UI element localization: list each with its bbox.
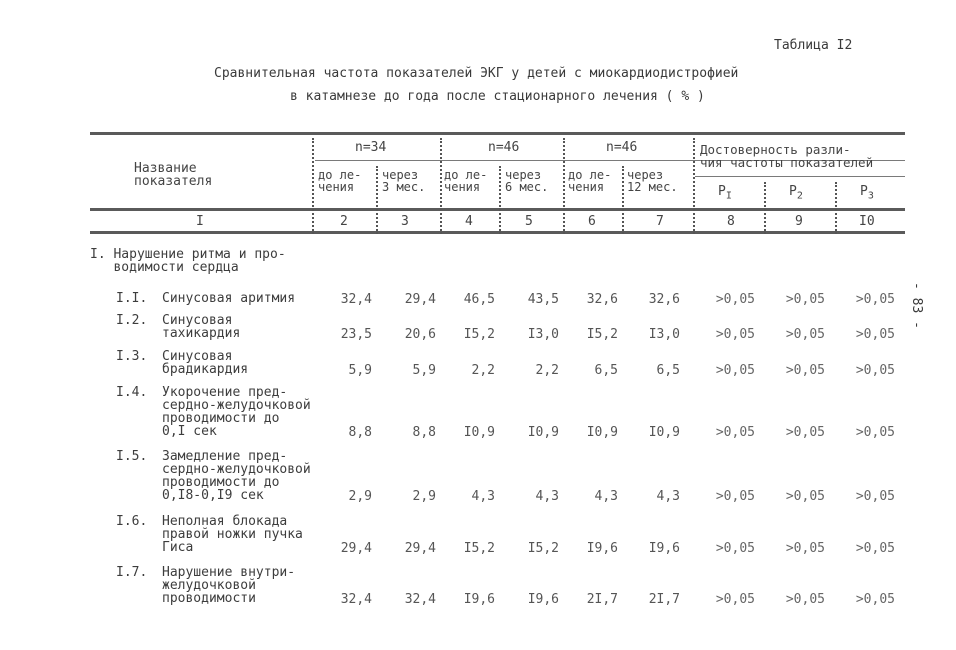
value-cell: 32,4 — [340, 292, 372, 307]
value-cell: I9,6 — [463, 592, 495, 607]
p-value-cell: >0,05 — [715, 327, 755, 342]
p-value-cell: >0,05 — [715, 489, 755, 504]
p-value-cell: >0,05 — [785, 541, 825, 556]
col-sep — [693, 138, 695, 234]
value-cell: 2,9 — [412, 489, 436, 504]
p-value-cell: >0,05 — [855, 541, 895, 556]
p-value-cell: >0,05 — [785, 425, 825, 440]
value-cell: I5,2 — [527, 541, 559, 556]
col-sep — [376, 166, 378, 234]
value-cell: 2I,7 — [648, 592, 680, 607]
header-sub-1: до ле- чения — [318, 168, 362, 194]
value-cell: 29,4 — [404, 541, 436, 556]
value-cell: I9,6 — [527, 592, 559, 607]
col-sep — [764, 182, 766, 234]
value-cell: 4,3 — [535, 489, 559, 504]
row-indicator-name: Синусовая тахикардия — [162, 313, 241, 341]
row-indicator-name: Синусовая брадикардия — [162, 349, 249, 377]
row-indicator-name: Укорочение пред- сердно-желудочковой проводимости до 0,I сек — [162, 385, 311, 439]
col-number-2: 2 — [340, 214, 348, 229]
header-sub-2: через 3 мес. — [382, 168, 426, 194]
value-cell: 46,5 — [463, 292, 495, 307]
p-value-cell: >0,05 — [855, 425, 895, 440]
value-cell: 29,4 — [340, 541, 372, 556]
col-number-9: 9 — [795, 214, 803, 229]
value-cell: 29,4 — [404, 292, 436, 307]
value-cell: 4,3 — [656, 489, 680, 504]
header-group-2: n=46 — [488, 140, 520, 155]
value-cell: I5,2 — [586, 327, 618, 342]
col-sep — [835, 182, 837, 234]
header-p3: $P_3$ — [860, 184, 874, 202]
value-cell: I5,2 — [463, 327, 495, 342]
col-number-6: 6 — [588, 214, 596, 229]
value-cell: 6,5 — [594, 363, 618, 378]
header-bottom-rule — [90, 208, 905, 211]
col-sep — [440, 138, 442, 234]
col-sep — [499, 166, 501, 234]
row-number: I.4. — [116, 385, 148, 400]
header-name-col: Название показателя — [134, 161, 213, 189]
header-p2: $P_2$ — [789, 184, 803, 202]
row-number: I.2. — [116, 313, 148, 328]
col-sep — [563, 138, 565, 234]
value-cell: I9,6 — [648, 541, 680, 556]
header-group-1: n=34 — [355, 140, 387, 155]
row-indicator-name: Неполная блокада правой ножки пучка Гиса — [162, 514, 303, 555]
value-cell: 43,5 — [527, 292, 559, 307]
p-value-cell: >0,05 — [715, 592, 755, 607]
value-cell: 20,6 — [404, 327, 436, 342]
col-number-5: 5 — [525, 214, 533, 229]
p-value-cell: >0,05 — [855, 592, 895, 607]
p-value-cell: >0,05 — [785, 327, 825, 342]
table-title-line1: Сравнительная частота показателей ЭКГ у детей с миокардиодистрофией — [214, 66, 739, 81]
header-group-3: n=46 — [606, 140, 638, 155]
row-indicator-name: Нарушение внутри- желудочковой проводимости — [162, 565, 296, 606]
value-cell: 4,3 — [471, 489, 495, 504]
table-title-line2: в катамнезе до года после стационарного лечения ( % ) — [290, 89, 705, 104]
header-p1: $P_I$ — [718, 184, 732, 202]
col-sep — [622, 166, 624, 234]
section-title: I. Нарушение ритма и про- водимости сердца — [90, 247, 286, 275]
table-number: Таблица I2 — [774, 38, 853, 53]
value-cell: 2,2 — [535, 363, 559, 378]
value-cell: 23,5 — [340, 327, 372, 342]
value-cell: I9,6 — [586, 541, 618, 556]
p-value-cell: >0,05 — [785, 363, 825, 378]
value-cell: 8,8 — [348, 425, 372, 440]
p-value-cell: >0,05 — [715, 363, 755, 378]
header-top-rule — [90, 132, 905, 135]
value-cell: 5,9 — [412, 363, 436, 378]
value-cell: I0,9 — [648, 425, 680, 440]
p-value-cell: >0,05 — [855, 363, 895, 378]
value-cell: I3,0 — [648, 327, 680, 342]
row-number: I.7. — [116, 565, 148, 580]
p-value-cell: >0,05 — [855, 327, 895, 342]
header-p-rule — [695, 176, 905, 177]
col-sep — [312, 138, 314, 234]
value-cell: 2,2 — [471, 363, 495, 378]
row-indicator-name: Замедление пред- сердно-желудочковой проводимости до 0,I8-0,I9 сек — [162, 449, 311, 503]
row-number: I.5. — [116, 449, 148, 464]
col-number-8: 8 — [727, 214, 735, 229]
header-sub-5: до ле- чения — [568, 168, 612, 194]
p-value-cell: >0,05 — [855, 489, 895, 504]
col-number-3: 3 — [401, 214, 409, 229]
col-number-7: 7 — [656, 214, 664, 229]
row-number: I.3. — [116, 349, 148, 364]
p-value-cell: >0,05 — [785, 292, 825, 307]
header-sub-3: до ле- чения — [444, 168, 488, 194]
colnum-bottom-rule — [90, 231, 905, 234]
value-cell: I0,9 — [586, 425, 618, 440]
value-cell: I5,2 — [463, 541, 495, 556]
p-value-cell: >0,05 — [715, 541, 755, 556]
row-indicator-name: Синусовая аритмия — [162, 291, 296, 306]
side-page-number: - 83 - — [909, 282, 924, 329]
p-value-cell: >0,05 — [785, 592, 825, 607]
header-reliability: Достоверность разли- чия частоты показателей — [700, 142, 874, 170]
p-value-cell: >0,05 — [715, 292, 755, 307]
header-sub-6: через 12 мес. — [627, 168, 678, 194]
col-number-10: I0 — [859, 214, 875, 229]
value-cell: 4,3 — [594, 489, 618, 504]
value-cell: 32,4 — [404, 592, 436, 607]
value-cell: 2,9 — [348, 489, 372, 504]
value-cell: I0,9 — [527, 425, 559, 440]
value-cell: 32,6 — [586, 292, 618, 307]
p-value-cell: >0,05 — [855, 292, 895, 307]
p-value-cell: >0,05 — [715, 425, 755, 440]
value-cell: I3,0 — [527, 327, 559, 342]
row-number: I.6. — [116, 514, 148, 529]
value-cell: 32,4 — [340, 592, 372, 607]
col-number-1: I — [196, 214, 204, 229]
value-cell: 6,5 — [656, 363, 680, 378]
col-number-4: 4 — [465, 214, 473, 229]
header-sub-4: через 6 мес. — [505, 168, 549, 194]
value-cell: 2I,7 — [586, 592, 618, 607]
value-cell: 5,9 — [348, 363, 372, 378]
value-cell: 32,6 — [648, 292, 680, 307]
value-cell: 8,8 — [412, 425, 436, 440]
p-value-cell: >0,05 — [785, 489, 825, 504]
row-number: I.I. — [116, 291, 148, 306]
value-cell: I0,9 — [463, 425, 495, 440]
